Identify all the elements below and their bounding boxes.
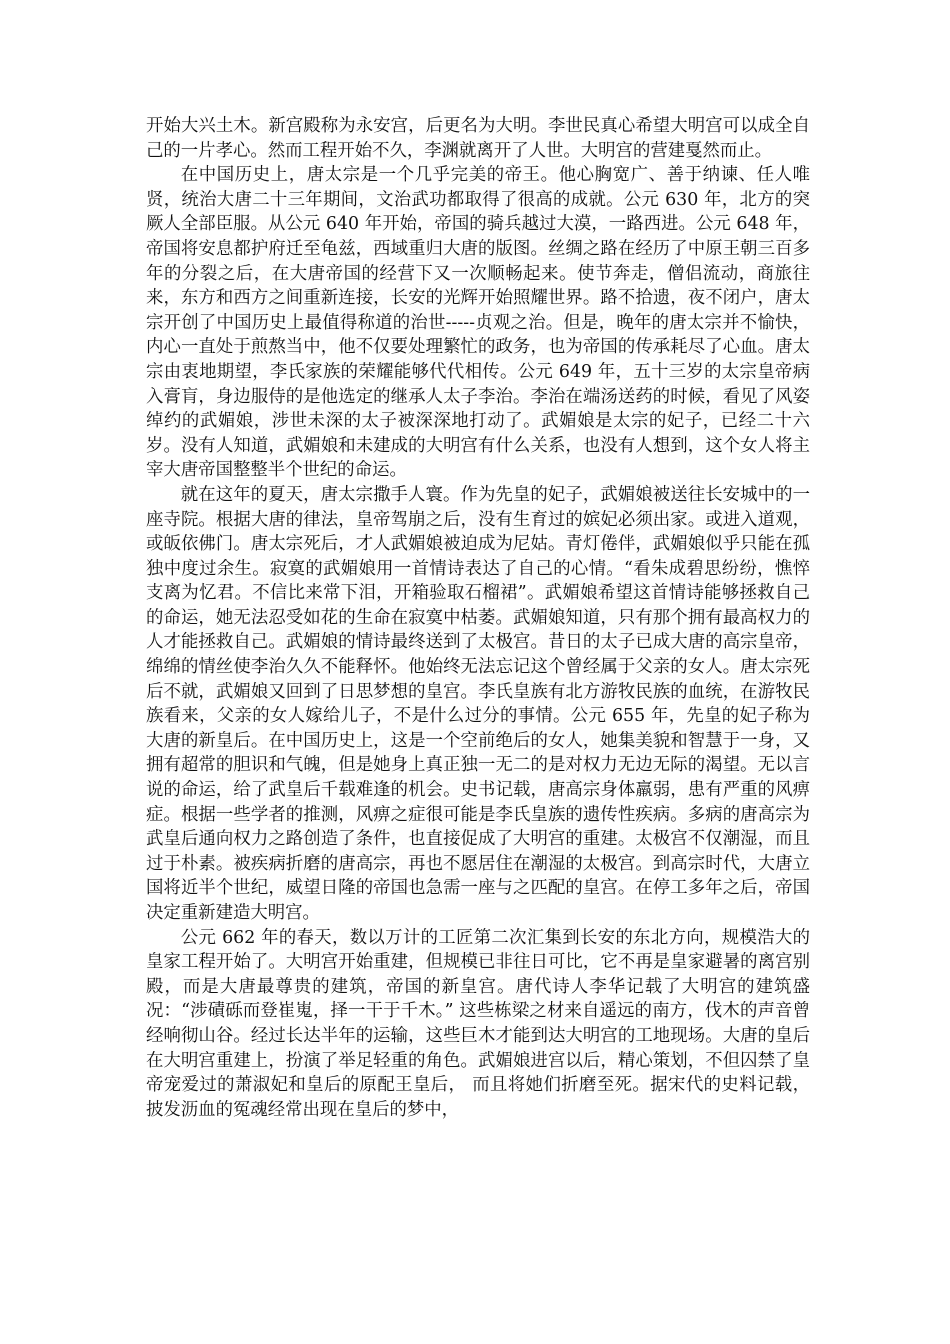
- paragraph-2: 在中国历史上，唐太宗是一个几乎完美的帝王。他心胸宽广、善于纳谏、任人唯贤，统治大唐二十三年期间，文治武功都取得了很高的成就。公元 630 年，北方的突厥人全部臣服。从公元 640 年开始，帝国的骑兵越过大漠，一路西进。公元 648 年，帝国将安息都护府迁至龟兹，西域重归大唐的版图。丝绸之路在经历了中原王朝三百多年的分裂之后，在大唐帝国的经营下又一次顺畅起来。使节奔走，僧侣流动，商旅往来，东方和西方之间重新连接，长安的光辉开始照耀世界。路不拾遗，夜不闭户，唐太宗开创了中国历史上最值得称道的治世-----贞观之治。但是，晚年的唐太宗并不愉快，内心一直处于煎熬当中，他不仅要处理繁忙的政务，也为帝国的传承耗尽了心血。唐太宗由衷地期望，李氏家族的荣耀能够代代相传。公元 649 年，五十三岁的太宗皇帝病入膏肓，身边服侍的是他选定的继承人太子李治。李治在端汤送药的时候，看见了风姿绰约的武媚娘，涉世未深的太子被深深地打动了。武媚娘是太宗的妃子，已经二十六岁。没有人知道，武媚娘和未建成的大明宫有什么关系，也没有人想到，这个女人将主宰大唐帝国整整半个世纪的命运。: [146, 165, 810, 481]
- paragraph-1: 开始大兴土木。新宫殿称为永安宫，后更名为大明。李世民真心希望大明宫可以成全自己的一片孝心。然而工程开始不久，李渊就离开了人世。大明宫的营建戛然而止。: [146, 116, 810, 161]
- document-page: [146, 114, 810, 1122]
- paragraph-4: 公元 662 年的春天，数以万计的工匠第二次汇集到长安的东北方向，规模浩大的皇家工程开始了。大明宫开始重建，但规模已非往日可比，它不再是皇家避暑的离宫别殿，而是大唐最尊贵的建筑，帝国的新皇宫。唐代诗人李华记载了大明宫的建筑盛况：“涉磧砾而登崔嵬，择一干于千木。” 这些栋梁之材来自遥远的南方，伐木的声音曾经响彻山谷。经过长达半年的运输，这些巨木才能到达大明宫的工地现场。大唐的皇后在大明宫重建上，扮演了举足轻重的角色。武媚娘进宫以后，精心策划，不但囚禁了皇帝宠爱过的萧淑妃和皇后的原配王皇后， 而且将她们折磨至死。据宋代的史料记载，披发沥血的冤魂经常出现在皇后的梦中，: [146, 927, 810, 1120]
- paragraph-3: 就在这年的夏天，唐太宗撒手人寰。作为先皇的妃子，武媚娘被送往长安城中的一座寺院。根据大唐的律法，皇帝驾崩之后，没有生育过的嫔妃必须出家。或进入道观，或皈依佛门。唐太宗死后，才人武媚娘被迫成为尼姑。青灯倦伴，武媚娘似乎只能在孤独中度过余生。寂寞的武媚娘用一首情诗表达了自己的心情。“看朱成碧思纷纷，憔悴支离为忆君。不信比来常下泪，开箱验取石榴裙”。武媚娘希望这首情诗能够拯救自己的命运，她无法忍受如花的生命在寂寞中枯萎。武媚娘知道，只有那个拥有最高权力的人才能拯救自己。武媚娘的情诗最终送到了太极宫。昔日的太子已成大唐的高宗皇帝，绵绵的情丝使李治久久不能释怀。他始终无法忘记这个曾经属于父亲的女人。唐太宗死后不就，武媚娘又回到了日思梦想的皇宫。李氏皇族有北方游牧民族的血统，在游牧民族看来，父亲的女人嫁给儿子，不是什么过分的事情。公元 655 年，先皇的妃子称为大唐的新皇后。在中国历史上，这是一个空前绝后的女人，她集美貌和智慧于一身，又拥有超常的胆识和气魄，但是她身上真正独一无二的是对权力无边无际的渴望。无以言说的命运，给了武皇后千载难逢的机会。史书记载，唐高宗身体羸弱，患有严重的风痹症。根据一些学者的推测，风痹之症很可能是李氏皇族的遗传性疾病。多病的唐高宗为武皇后通向权力之路创造了条件，也直接促成了大明宫的重建。太极宫不仅潮湿，而且过于朴素。被疾病折磨的唐高宗，再也不愿居住在潮湿的太极宫。到高宗时代，大唐立国将近半个世纪，威望日隆的帝国也急需一座与之匹配的皇宫。在停工多年之后，帝国决定重新建造大明宫。: [146, 484, 810, 923]
